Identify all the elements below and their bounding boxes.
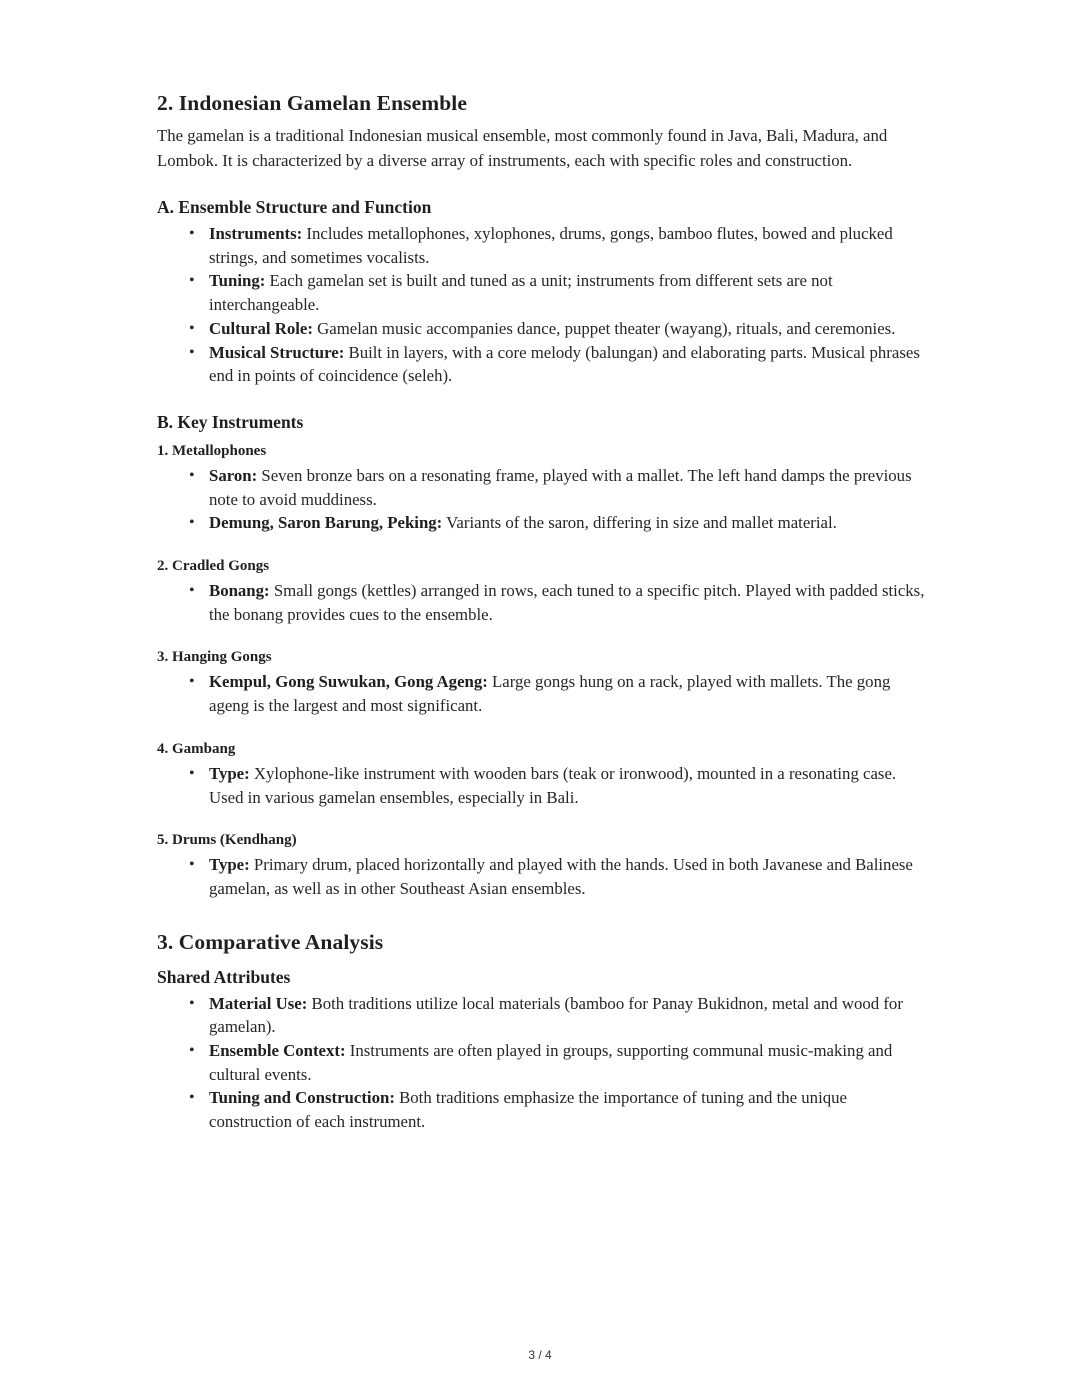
list-item (209, 1086, 925, 1133)
list-item (209, 853, 925, 900)
list-item-lead: Type: (209, 763, 250, 783)
list-item-text: Both traditions emphasize the importance of tuning and the unique construction of each instrument. (209, 1088, 847, 1132)
instrument-heading-gambang: 4. Gambang (157, 740, 236, 757)
list-item-text: Each gamelan set is built and tuned as a unit; instruments from different sets are not interchangeable. (209, 271, 833, 315)
list-item (209, 222, 925, 269)
gambang-list (157, 762, 925, 809)
metallophones-list (157, 464, 925, 535)
structure-list (157, 222, 925, 388)
document-body (157, 88, 925, 1134)
section-heading-comparative-analysis: 3. Comparative Analysis (157, 929, 384, 954)
list-item-text: Variants of the saron, differing in size and mallet material. (442, 513, 837, 533)
list-item-text: Includes metallophones, xylophones, drums, gongs, bamboo flutes, bowed and plucked strings, and sometimes vocalists. (209, 224, 893, 267)
subsection-heading-structure: A. Ensemble Structure and Function (157, 197, 432, 217)
list-item-lead: Kempul, Gong Suwukan, Gong Ageng: (209, 672, 488, 692)
list-item (209, 511, 925, 535)
list-item-lead: Bonang: (209, 581, 270, 601)
list-item (209, 269, 925, 316)
list-item (209, 1039, 925, 1086)
list-item-lead: Tuning: (209, 271, 266, 291)
shared-attributes-list (157, 992, 925, 1134)
list-item-lead: Saron: (209, 465, 258, 485)
list-item-text: Large gongs hung on a rack, played with mallets. The gong ageng is the largest and most significant. (209, 672, 891, 716)
list-item (209, 670, 925, 717)
list-item-text: Built in layers, with a core melody (balungan) and elaborating parts. Musical phrases end in points of coincidence (seleh). (209, 342, 920, 386)
list-item (209, 317, 925, 341)
list-item (209, 992, 925, 1039)
list-item-lead: Cultural Role: (209, 318, 313, 338)
list-item-text: Gamelan music accompanies dance, puppet theater (wayang), rituals, and ceremonies. (312, 318, 896, 338)
instrument-heading-drums: 5. Drums (Kendhang) (157, 832, 297, 849)
list-item-text: Xylophone-like instrument with wooden bars (teak or ironwood), mounted in a resonating case. Used in various gamelan ensembles, especially in Bali. (209, 763, 897, 807)
list-item (209, 341, 925, 388)
list-item-text: Seven bronze bars on a resonating frame, played with a mallet. The left hand damps the previous note to avoid muddiness. (209, 465, 912, 509)
list-item (209, 762, 925, 809)
subsection-heading-shared-attributes: Shared Attributes (157, 966, 291, 987)
list-item-text: Small gongs (kettles) arranged in rows, each tuned to a specific pitch. Played with padded sticks, the bonang provides cues to the ensemble. (209, 581, 925, 624)
list-item-lead: Instruments: (209, 224, 303, 243)
list-item (209, 464, 925, 511)
list-item-text: Primary drum, placed horizontally and played with the hands. Used in both Javanese and Balinese gamelan, as well as in other Southeast Asian ensembles. (209, 855, 913, 898)
list-item-lead: Musical Structure: (209, 342, 345, 362)
instrument-heading-hanging-gongs: 3. Hanging Gongs (157, 649, 272, 666)
list-item (209, 579, 925, 626)
drums-list (157, 853, 925, 900)
list-item-lead: Type: (209, 855, 250, 875)
list-item-text: Both traditions utilize local materials (bamboo for Panay Bukidnon, metal and wood for gamelan). (209, 993, 903, 1037)
page-number: 3 / 4 (528, 1348, 552, 1362)
list-item-lead: Ensemble Context: (209, 1041, 346, 1061)
list-item-lead: Tuning and Construction: (209, 1088, 395, 1108)
subsection-heading-key-instruments: B. Key Instruments (157, 411, 304, 432)
list-item-lead: Demung, Saron Barung, Peking: (209, 513, 443, 533)
intro-paragraph: The gamelan is a traditional Indonesian musical ensemble, most commonly found in Java, Bali, Madura, and Lombok. It is characterized by a diverse array of instruments, each with specific roles and construction. (157, 126, 888, 170)
hanging-gongs-list (157, 670, 925, 717)
section-heading-gamelan: 2. Indonesian Gamelan Ensemble (157, 91, 468, 115)
list-item-lead: Material Use: (209, 993, 308, 1013)
list-item-text: Instruments are often played in groups, supporting communal music-making and cultural events. (209, 1041, 893, 1084)
instrument-heading-cradled-gongs: 2. Cradled Gongs (157, 558, 270, 575)
instrument-heading-metallophones: 1. Metallophones (157, 442, 267, 459)
cradled-gongs-list (157, 579, 925, 626)
